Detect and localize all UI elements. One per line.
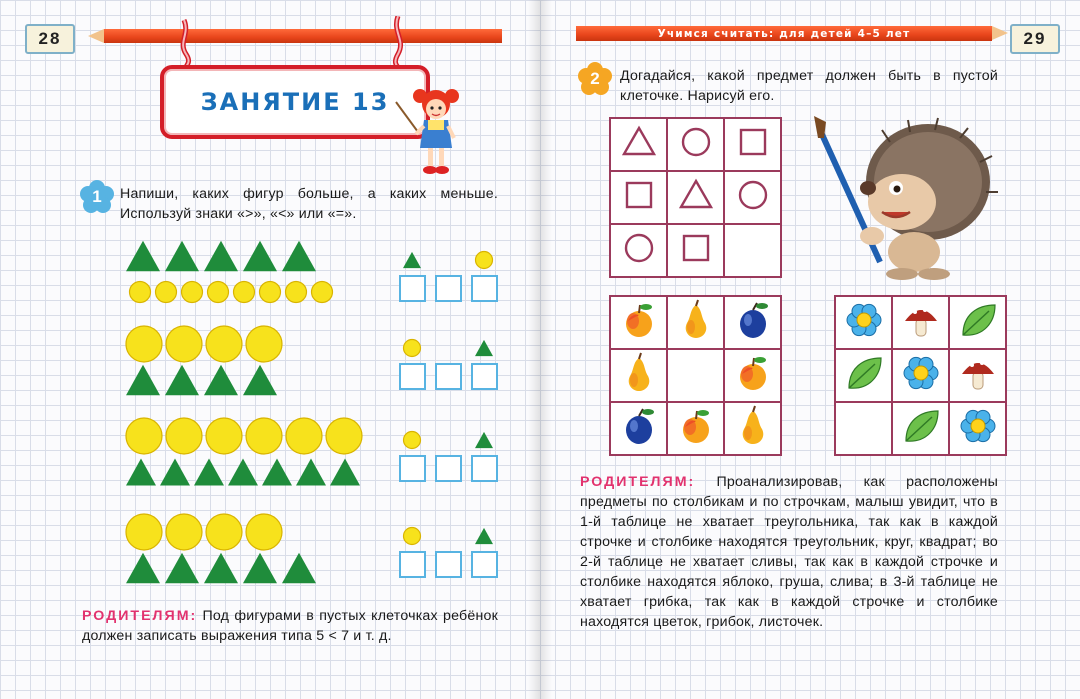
- grid-cell: [835, 349, 892, 402]
- apple-icon: [618, 299, 660, 341]
- answer-hint-circle-icon: [476, 252, 493, 269]
- mushroom-icon: [957, 352, 999, 394]
- task1-figures-area: [118, 236, 518, 596]
- grid-cell: [667, 402, 724, 455]
- grid-cell: [610, 349, 667, 402]
- circle-shape: [206, 418, 242, 454]
- grid-cell: [667, 296, 724, 349]
- right-header-pencil: [576, 26, 992, 41]
- answer-hint-triangle-icon: [475, 340, 493, 356]
- triangle-shape: [282, 241, 316, 272]
- task2-text: Догадайся, какой предмет должен быть в пустой клеточке. Нарисуй его.: [620, 68, 998, 104]
- grid-row: [610, 171, 781, 224]
- circle-shape: [166, 514, 202, 550]
- grid-cell: [724, 171, 781, 224]
- lesson-sign: [160, 65, 430, 139]
- flower-icon: [957, 405, 999, 447]
- task1-number: 1: [92, 187, 102, 206]
- answer-box[interactable]: [400, 276, 425, 301]
- triangle-shape: [204, 241, 238, 272]
- answer-box[interactable]: [400, 456, 425, 481]
- circle-shape: [312, 282, 333, 303]
- circle-shape: [166, 326, 202, 362]
- fruit-grid: [609, 295, 782, 456]
- triangle-shape: [330, 459, 360, 486]
- left-page-number: 28: [38, 29, 62, 48]
- answer-hint-triangle-icon: [475, 432, 493, 448]
- circle-shape: [130, 282, 151, 303]
- parents-note-left: [82, 606, 498, 646]
- grid-row: [610, 296, 781, 349]
- parents-note-right: [580, 472, 998, 632]
- answer-box[interactable]: [436, 364, 461, 389]
- pencil-tip-icon: [88, 29, 104, 43]
- triangle-shape: [194, 459, 224, 486]
- grid-cell: [724, 296, 781, 349]
- grid-row: [610, 402, 781, 455]
- triangle-shape: [165, 365, 199, 396]
- shapes-grid: [609, 117, 782, 278]
- triangle-shape: [228, 459, 258, 486]
- triangle-icon: [675, 174, 717, 216]
- triangle-shape: [204, 553, 238, 584]
- hedgehog-with-brush-illustration: [810, 112, 1000, 282]
- right-header-title: Учимся считать: для детей 4–5 лет: [657, 28, 911, 40]
- grid-cell: [892, 402, 949, 455]
- square-icon: [675, 227, 717, 269]
- figure-row: [126, 514, 497, 583]
- page-gutter: [528, 0, 552, 699]
- circle-shape: [286, 418, 322, 454]
- circle-shape: [286, 282, 307, 303]
- grid-cell: [724, 118, 781, 171]
- answer-box[interactable]: [472, 456, 497, 481]
- left-page-number-badge: [25, 24, 75, 54]
- grid-cell: [610, 296, 667, 349]
- empty-grid-cell[interactable]: [667, 349, 724, 402]
- figure-row: [126, 241, 497, 303]
- triangle-shape: [243, 553, 277, 584]
- grid-cell: [667, 224, 724, 277]
- grid-cell: [724, 402, 781, 455]
- answer-box[interactable]: [472, 276, 497, 301]
- figure-row: [126, 418, 497, 486]
- figure-row: [126, 326, 497, 395]
- pear-icon: [618, 352, 660, 394]
- triangle-shape: [282, 553, 316, 584]
- grid-cell: [667, 171, 724, 224]
- grid-row: [610, 224, 781, 277]
- circle-shape: [126, 418, 162, 454]
- right-page-number-badge: [1010, 24, 1060, 54]
- leaf-icon: [843, 352, 885, 394]
- sign-ribbons-icon: [170, 16, 420, 72]
- parents-label-left: РОДИТЕЛЯМ:: [82, 608, 198, 624]
- circle-shape: [156, 282, 177, 303]
- answer-hint-triangle-icon: [403, 252, 421, 268]
- leaf-icon: [900, 405, 942, 447]
- circle-shape: [206, 326, 242, 362]
- answer-hint-circle-icon: [404, 340, 421, 357]
- grid-cell: [667, 118, 724, 171]
- apple-icon: [732, 352, 774, 394]
- girl-with-pointer-illustration: [392, 82, 462, 178]
- circle-shape: [260, 282, 281, 303]
- circle-shape: [126, 326, 162, 362]
- circle-icon: [732, 174, 774, 216]
- triangle-shape: [165, 553, 199, 584]
- triangle-shape: [126, 459, 156, 486]
- circle-shape: [326, 418, 362, 454]
- triangle-shape: [296, 459, 326, 486]
- plum-icon: [618, 405, 660, 447]
- circle-shape: [246, 514, 282, 550]
- circle-shape: [182, 282, 203, 303]
- triangle-icon: [618, 121, 660, 163]
- triangle-shape: [262, 459, 292, 486]
- parents-text-right: Проанализировав, как расположены предметы по столбикам и по строчкам, малыш увидит, что в 1-й таблице не хватает треугольника, так как в каждой строчке и столбике находятся треугольник, круг, квадрат; во 2-й таблице не хватает сливы, так как в каждой строчке и столбике находятся яблоко, груша, слива; в 3-й таблице не хватает грибка, так как в каждой строчке и столбике находятся цветок, грибок, листочек.: [580, 474, 998, 630]
- answer-hint-circle-icon: [404, 432, 421, 449]
- grid-cell: [949, 296, 1006, 349]
- empty-grid-cell[interactable]: [724, 224, 781, 277]
- answer-box[interactable]: [472, 364, 497, 389]
- square-icon: [618, 174, 660, 216]
- answer-box[interactable]: [436, 456, 461, 481]
- triangle-shape: [204, 365, 238, 396]
- answer-box[interactable]: [472, 552, 497, 577]
- grid-cell: [724, 349, 781, 402]
- parents-text-left: Под фигурами в пустых клеточках ребёнок должен записать выражения типа 5 < 7 и т. д.: [82, 608, 498, 644]
- apple-icon: [675, 405, 717, 447]
- grid-cell: [610, 118, 667, 171]
- grid-row: [835, 349, 1006, 402]
- triangle-shape: [126, 241, 160, 272]
- grid-row: [610, 118, 781, 171]
- grid-cell: [610, 402, 667, 455]
- grid-cell: [949, 349, 1006, 402]
- triangle-shape: [243, 241, 277, 272]
- circle-icon: [675, 121, 717, 163]
- mushroom-icon: [900, 299, 942, 341]
- pear-icon: [732, 405, 774, 447]
- circle-shape: [126, 514, 162, 550]
- right-page-number: 29: [1023, 29, 1047, 48]
- pencil-tip-icon: [992, 26, 1008, 40]
- grid-row: [835, 402, 1006, 455]
- empty-grid-cell[interactable]: [835, 402, 892, 455]
- circle-shape: [206, 514, 242, 550]
- square-icon: [732, 121, 774, 163]
- grid-cell: [835, 296, 892, 349]
- lesson-title: ЗАНЯТИЕ 13: [200, 88, 390, 116]
- answer-hint-circle-icon: [404, 528, 421, 545]
- circle-shape: [246, 326, 282, 362]
- triangle-shape: [243, 365, 277, 396]
- pear-icon: [675, 299, 717, 341]
- grid-cell: [610, 224, 667, 277]
- triangle-shape: [160, 459, 190, 486]
- grid-row: [835, 296, 1006, 349]
- grid-cell: [610, 171, 667, 224]
- circle-shape: [208, 282, 229, 303]
- circle-icon: [618, 227, 660, 269]
- circle-shape: [246, 418, 282, 454]
- flower-icon: [900, 352, 942, 394]
- answer-box[interactable]: [400, 364, 425, 389]
- nature-grid: [834, 295, 1007, 456]
- answer-box[interactable]: [436, 552, 461, 577]
- answer-box[interactable]: [436, 276, 461, 301]
- grid-cell: [949, 402, 1006, 455]
- triangle-shape: [165, 241, 199, 272]
- triangle-shape: [126, 365, 160, 396]
- flower-icon: [843, 299, 885, 341]
- triangle-shape: [126, 553, 160, 584]
- answer-box[interactable]: [400, 552, 425, 577]
- circle-shape: [234, 282, 255, 303]
- parents-label-right: РОДИТЕЛЯМ:: [580, 474, 696, 490]
- grid-row: [610, 349, 781, 402]
- grid-cell: [892, 349, 949, 402]
- grid-cell: [892, 296, 949, 349]
- plum-icon: [732, 299, 774, 341]
- circle-shape: [166, 418, 202, 454]
- task2-number: 2: [590, 69, 600, 88]
- leaf-icon: [957, 299, 999, 341]
- answer-hint-triangle-icon: [475, 528, 493, 544]
- task1-text: Напиши, каких фигур больше, а каких меньше. Используй знаки «>», «<» или «=».: [120, 186, 498, 222]
